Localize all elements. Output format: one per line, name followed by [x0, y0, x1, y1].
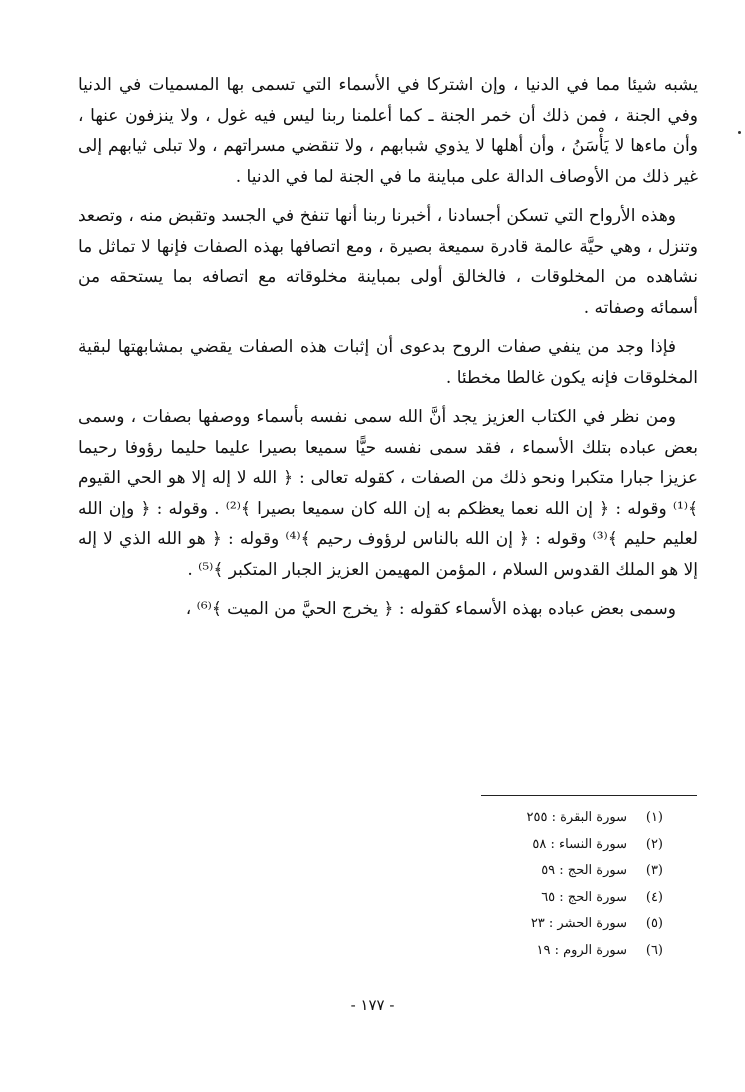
footnotes-list — [443, 805, 663, 964]
footnote-divider — [481, 795, 697, 796]
footnote-number: (٦) — [645, 942, 663, 958]
footnote-item — [443, 885, 663, 912]
footnote-text: سورة الحج : ٦٥ — [541, 889, 627, 905]
footnote-text: سورة الحج : ٥٩ — [541, 863, 627, 878]
paragraph-4: ومن نظر في الكتاب العزيز يجد أنَّ الله سمى نفسه بأسماء ووصفها بصفات ، وسمى بعض عباده بتلك الأسماء ، فقد سمى نفسه حيًّا سميعا بصيرا عليما حليما رؤوفا رحيما عزيزا جبارا متكبرا ونحو ذلك من الصفات ، كقوله تعالى : ﴿ الله لا إله إلا هو الحي القيوم ﴾⁽¹⁾ وقوله : ﴿ إن الله نعما يعظكم به إن الله كان سميعا بصيرا ﴾⁽²⁾ . وقوله : ﴿ وإن الله لعليم حليم ﴾⁽³⁾ وقوله : ﴿ إن الله بالناس لرؤوف رحيم ﴾⁽⁴⁾ وقوله : ﴿ هو الله الذي لا إله إلا هو الملك القدوس السلام ، المؤمن المهيمن العزيز الجبار المتكبر ﴾⁽⁵⁾ . — [78, 407, 698, 580]
footnote-item — [443, 858, 663, 885]
footnote-number: (٥) — [645, 916, 663, 931]
footnote-number: (٢) — [645, 836, 663, 852]
footnote-item — [443, 938, 663, 965]
footnote-text: سورة الروم : ١٩ — [536, 942, 627, 958]
footnote-item — [443, 805, 663, 832]
main-text-block — [78, 70, 698, 634]
paragraph-3: فإذا وجد من ينفي صفات الروح بدعوى أن إثبات هذه الصفات يقضي بمشابهتها لبقية المخلوقات فإنه يكون غالطا مخطئا . — [78, 337, 698, 388]
paragraph-1: يشبه شيئا مما في الدنيا ، وإن اشتركا في الأسماء التي تسمى بها المسميات في الدنيا وفي الجنة ، فمن ذلك أن خمر الجنة ـ كما أعلمنا ربنا ليس فيه غول ، ولا ينزفون عنها ، وأن ماءها لا يَأْسَنُ ، وأن أهلها لا يذوي شبابهم ، ولا تنقضي مسراتهم ، ولا تبلى ثيابهم إلى غير ذلك من الأوصاف الدالة على مباينة ما في الجنة لما في الدنيا . — [78, 75, 698, 187]
footnote-number: (٣) — [645, 863, 663, 878]
footnote-text: سورة الحشر : ٢٣ — [530, 916, 627, 931]
scan-dot-mark — [738, 131, 741, 134]
footnote-number: (٤) — [645, 889, 663, 905]
footnote-item — [443, 911, 663, 938]
footnote-number: (١) — [645, 810, 663, 825]
paragraph-5: وسمى بعض عباده بهذه الأسماء كقوله : ﴿ يخرج الحيَّ من الميت ﴾⁽⁶⁾ ، — [185, 599, 676, 619]
footnote-text: سورة النساء : ٥٨ — [532, 836, 627, 852]
page-number: - ١٧٧ - — [350, 996, 395, 1014]
footnote-text: سورة البقرة : ٢٥٥ — [526, 810, 627, 825]
footnote-item — [443, 832, 663, 859]
paragraph-2: وهذه الأرواح التي تسكن أجسادنا ، أخبرنا ربنا أنها تنفخ في الجسد وتقبض منه ، وتصعد وتنزل ، وهي حيَّة عالمة قادرة سميعة بصيرة ، ومع اتصافها بهذه الصفات فإنها لا تماثل ما نشاهده من المخلوقات ، فالخالق أولى بمباينة مخلوقاته مع اتصافه بما يستحقه من أسمائه وصفاته . — [78, 206, 698, 318]
